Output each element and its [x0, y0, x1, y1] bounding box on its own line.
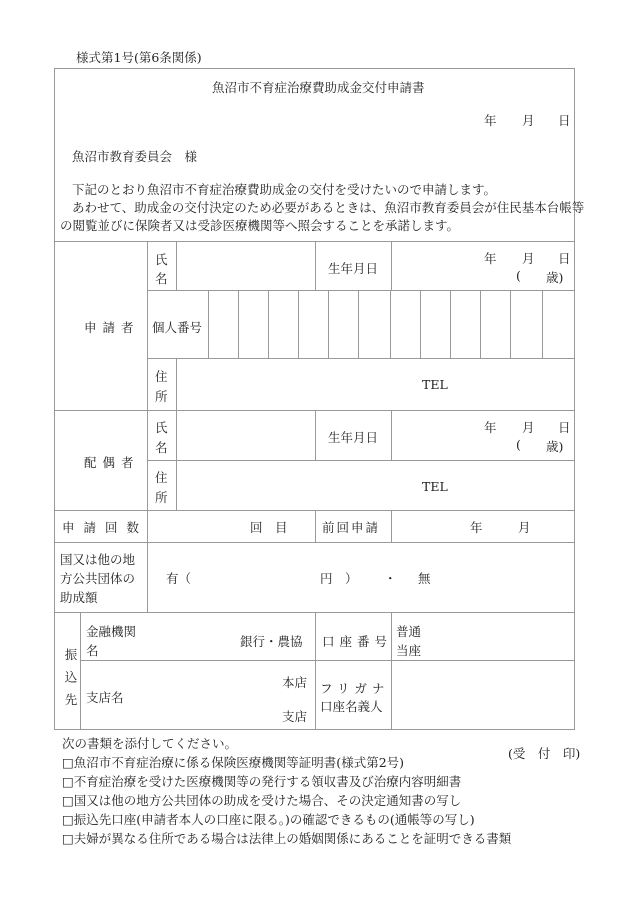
applicant-name-field[interactable] — [177, 242, 314, 289]
mynumber-box-divider — [510, 290, 511, 358]
attachment-item: □魚沼市不育症治療に係る保険医療機関等証明書(様式第2号) — [62, 755, 405, 770]
rule — [391, 612, 392, 730]
other-subsidy-label-1: 国又は他の地 — [60, 552, 136, 567]
spouse-age-close: 歳) — [546, 439, 564, 454]
spouse-address-label-2: 所 — [155, 490, 168, 505]
mynumber-box-divider — [480, 290, 481, 358]
subsidy-yes-option[interactable]: 有（ — [166, 571, 192, 586]
spouse-address-label-1: 住 — [155, 470, 168, 485]
mynumber-box-divider — [328, 290, 329, 358]
applicant-tel-label: TEL — [422, 377, 448, 392]
mynumber-box-divider — [390, 290, 391, 358]
furigana-label: フリガナ — [320, 681, 390, 696]
applicant-birth-month: 月 — [522, 251, 535, 266]
applicant-mynumber-label: 個人番号 — [152, 320, 203, 335]
rule — [315, 410, 316, 460]
applicant-address-label-2: 所 — [155, 389, 168, 404]
rule — [80, 660, 575, 661]
previous-application-label: 前回申請 — [322, 520, 381, 535]
date-year: 年 — [484, 113, 497, 128]
form-title: 魚沼市不育症治療費助成金交付申請書 — [212, 80, 425, 95]
branch-office-label: 支店 — [282, 709, 308, 724]
rule — [315, 612, 316, 730]
previous-application-year: 年 — [470, 520, 483, 535]
bank-types: 銀行・農協 — [240, 634, 303, 649]
applicant-birth-label: 生年月日 — [328, 261, 379, 276]
rule — [147, 241, 148, 510]
spouse-birth-month: 月 — [522, 420, 535, 435]
spouse-birth-label: 生年月日 — [328, 430, 379, 445]
applicant-name-label-1: 氏 — [155, 252, 168, 267]
rule — [391, 510, 392, 542]
subsidy-none-option[interactable]: 無 — [418, 571, 431, 586]
intro-line-1: 下記のとおり魚沼市不育症治療費助成金の交付を受けたいので申請します。 — [72, 182, 497, 197]
spouse-label: 配偶者 — [84, 455, 140, 470]
branch-name-label: 支店名 — [86, 690, 124, 705]
rule — [80, 612, 81, 730]
rule — [147, 542, 148, 612]
attachment-item: □振込先口座(申請者本人の口座に限る。)の確認できるもの(通帳等の写し) — [62, 812, 475, 827]
attachment-item: □夫婦が異なる住所である場合は法律上の婚姻関係にあることを証明できる書類 — [62, 831, 512, 846]
head-office-label: 本店 — [282, 675, 308, 690]
spouse-address-field[interactable] — [177, 461, 574, 509]
applicant-birth-day: 日 — [558, 251, 571, 266]
intro-line-2: あわせて、助成金の交付決定のため必要があるときは、魚沼市教育委員会が住民基本台帳等 — [72, 200, 585, 215]
intro-line-3: の閲覧並びに保険者又は受診医療機関等へ照会することを承諾します。 — [60, 218, 460, 233]
date-day: 日 — [558, 113, 571, 128]
account-holder-label: 口座名義人 — [320, 699, 383, 714]
spouse-name-label-2: 名 — [155, 440, 168, 455]
spouse-name-label-1: 氏 — [155, 420, 168, 435]
mynumber-box-divider — [420, 290, 421, 358]
attachments-intro: 次の書類を添付してください。 — [62, 736, 238, 751]
mynumber-box-divider — [208, 290, 209, 358]
attachment-item: □不育症治療を受けた医療機関等の発行する領収書及び治療内容明細書 — [62, 774, 462, 789]
applicant-age-close: 歳) — [546, 270, 564, 285]
transfer-label: 振込先 — [63, 648, 78, 716]
receipt-stamp-label: (受 付 印) — [508, 746, 581, 761]
spouse-name-field[interactable] — [177, 411, 314, 459]
application-count-unit: 回 目 — [250, 520, 288, 535]
previous-application-month: 月 — [518, 520, 531, 535]
applicant-birth-year: 年 — [484, 251, 497, 266]
account-type-touza[interactable]: 当座 — [396, 643, 422, 658]
applicant-address-label-1: 住 — [155, 369, 168, 384]
other-subsidy-label-2: 方公共団体の — [60, 571, 136, 586]
rule — [315, 241, 316, 290]
bank-name-label-1: 金融機関 — [86, 624, 137, 639]
mynumber-box-divider — [542, 290, 543, 358]
applicant-name-label-2: 名 — [155, 271, 168, 286]
spouse-age-open: ( — [516, 437, 521, 452]
addressee: 魚沼市教育委員会 様 — [72, 149, 198, 164]
subsidy-separator-dot: ・ — [384, 571, 397, 586]
spouse-birth-day: 日 — [558, 420, 571, 435]
rule — [54, 542, 575, 543]
applicant-address-field[interactable] — [177, 359, 574, 409]
rule — [315, 510, 316, 542]
attachment-item: □国又は他の地方公共団体の助成を受けた場合、その決定通知書の写し — [62, 793, 462, 808]
mynumber-box-divider — [238, 290, 239, 358]
spouse-birth-year: 年 — [484, 420, 497, 435]
mynumber-box-divider — [268, 290, 269, 358]
mynumber-box-divider — [298, 290, 299, 358]
mynumber-box-divider — [358, 290, 359, 358]
subsidy-yen-close: 円 ） — [320, 571, 358, 586]
bank-name-label-2: 名 — [86, 643, 99, 658]
account-number-label: 口座番号 — [322, 634, 393, 649]
other-subsidy-label-3: 助成額 — [60, 590, 98, 605]
account-type-futsu[interactable]: 普通 — [396, 624, 422, 639]
rule — [391, 241, 392, 290]
form-number: 様式第1号(第6条関係) — [76, 50, 202, 65]
applicant-label: 申請者 — [84, 320, 140, 335]
spouse-tel-label: TEL — [422, 479, 448, 494]
mynumber-box-divider — [450, 290, 451, 358]
date-month: 月 — [522, 113, 535, 128]
application-count-label: 申請回数 — [62, 520, 149, 535]
rule — [391, 410, 392, 460]
applicant-age-open: ( — [516, 268, 521, 283]
